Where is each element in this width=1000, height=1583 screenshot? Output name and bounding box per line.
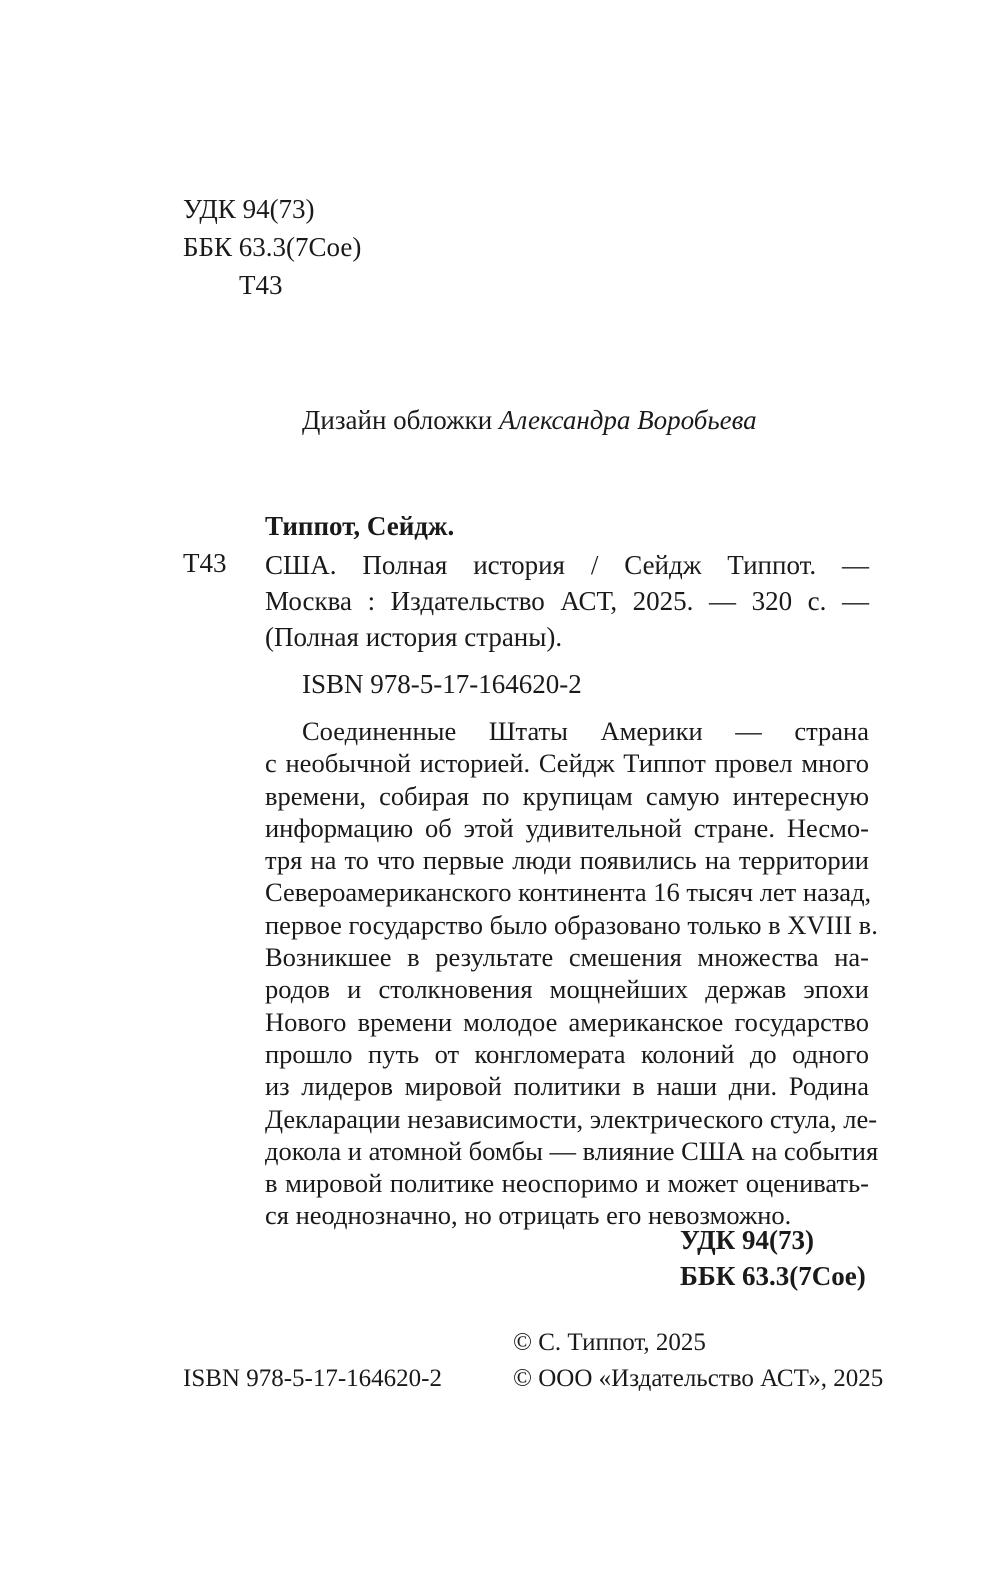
copyright-publisher: © ООО «Издательство АСТ», 2025 [513,1365,884,1392]
annotation-line: докола и атомной бомбы — влияние США на события [265,1135,879,1166]
annotation-line: информацию об этой удивительной стране. Несмо- [265,812,869,843]
record-isbn: ISBN 978-5-17-164620-2 [302,669,582,699]
footer-udk-code: УДК 94(73) [680,1225,814,1255]
annotation-line: Соединенные Штаты Америки — страна [302,716,869,746]
header-author-mark: Т43 [239,270,283,300]
annotation-line: родов и столкновения мощнейших держав эпохи [265,974,869,1005]
cover-design-credit [302,404,757,436]
annotation-line: Североамериканского континента 16 тысяч лет назад, [265,877,872,908]
record-catalog-mark: Т43 [183,548,227,578]
bibliographic-description [265,547,869,655]
record-author: Типпот, Сейдж. [265,511,455,541]
annotation-line: Возникшее в результате смешения множества на- [265,942,869,973]
cover-designer-name: Александра Воробьева [499,405,757,435]
header-classification-codes [183,190,361,304]
footer-isbn: ISBN 978-5-17-164620-2 [183,1365,443,1392]
annotation-line: в мировой политике неоспоримо и может оценивать- [265,1168,869,1199]
footer-bbk-code: ББК 63.3(7Сое) [680,1261,866,1291]
annotation-line: с необычной историей. Сейдж Типпот провел много [265,748,869,779]
annotation-line: из лидеров мировой политики в наши дни. Родина [265,1071,869,1102]
biblio-line: США. Полная история / Сейдж Типпот. — [265,550,869,580]
header-bbk-code: ББК 63.3(7Сое) [183,232,362,262]
header-udk-code: УДК 94(73) [183,194,315,224]
biblio-line: Москва : Издательство АСТ, 2025. — 320 с. — [265,586,869,616]
annotation-line: тря на то что первые люди появились на территории [265,845,869,876]
annotation-line: Нового времени молодое американское государство [265,1006,869,1037]
annotation-text [265,715,879,1232]
annotation-line: прошло путь от конгломерата колоний до одного [265,1038,869,1069]
copyright-author: © С. Типпот, 2025 [513,1329,706,1356]
biblio-line: (Полная история страны). [265,622,563,652]
annotation-line: Декларации независимости, электрического стула, ле- [265,1103,878,1134]
annotation-line: ся неоднозначно, но отрицать его невозможно. [265,1200,792,1231]
cover-credit-prefix: Дизайн обложки [302,405,500,435]
copyright-block [513,1325,883,1397]
annotation-line: времени, собирая по крупицам самую интересную [265,780,869,811]
annotation-line: первое государство было образовано только в XVIII в. [265,909,878,940]
footer-classification-codes [680,1222,866,1294]
